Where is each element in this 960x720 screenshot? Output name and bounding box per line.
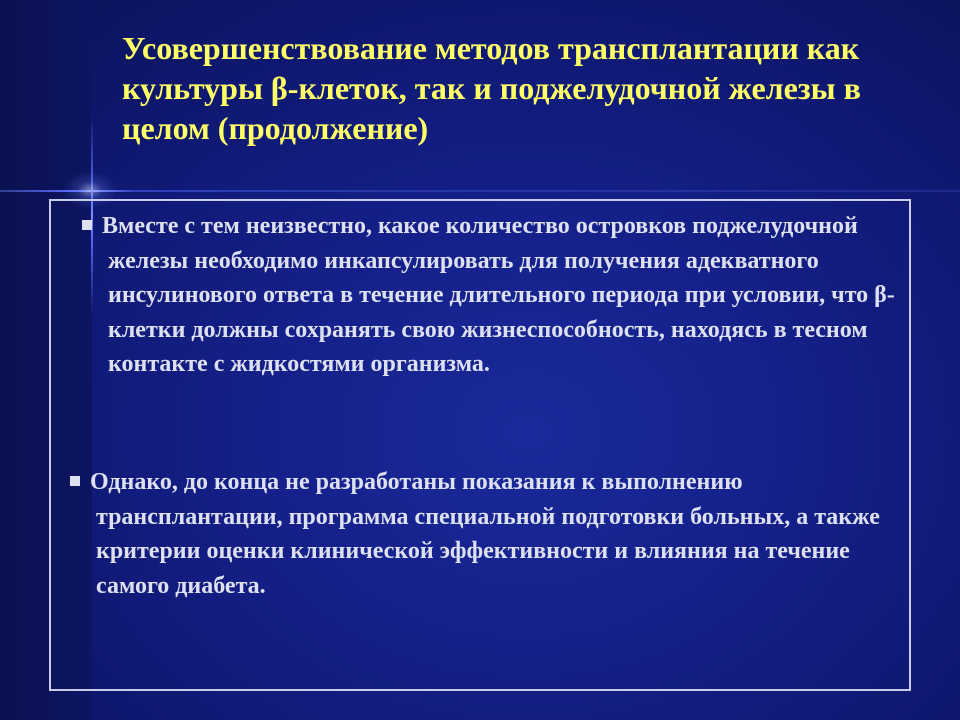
decor-horizontal-line	[0, 190, 960, 192]
bullet-text: Однако, до конца не разработаны показания к выполнению трансплантации, программа специальной подготовки больных, а также критерии оценки клинической эффективности и влияния на течение самого диабета.	[90, 469, 880, 599]
bullet-item	[82, 209, 897, 382]
square-bullet-icon	[82, 220, 92, 230]
square-bullet-icon	[70, 476, 80, 486]
slide-title: Усовершенствование методов трансплантации как культуры β-клеток, так и поджелудочной железы в целом (продолжение)	[122, 30, 861, 146]
bullet-text: Вместе с тем неизвестно, какое количество островков поджелудочной железы необходимо инкапсулировать для получения адекватного инсулинового ответа в течение длительного периода при условии, что β-клетки должны сохранять свою жизнеспособность, находясь в тесном контакте с жидкостями организма.	[102, 213, 895, 377]
bullet-item	[70, 465, 885, 603]
